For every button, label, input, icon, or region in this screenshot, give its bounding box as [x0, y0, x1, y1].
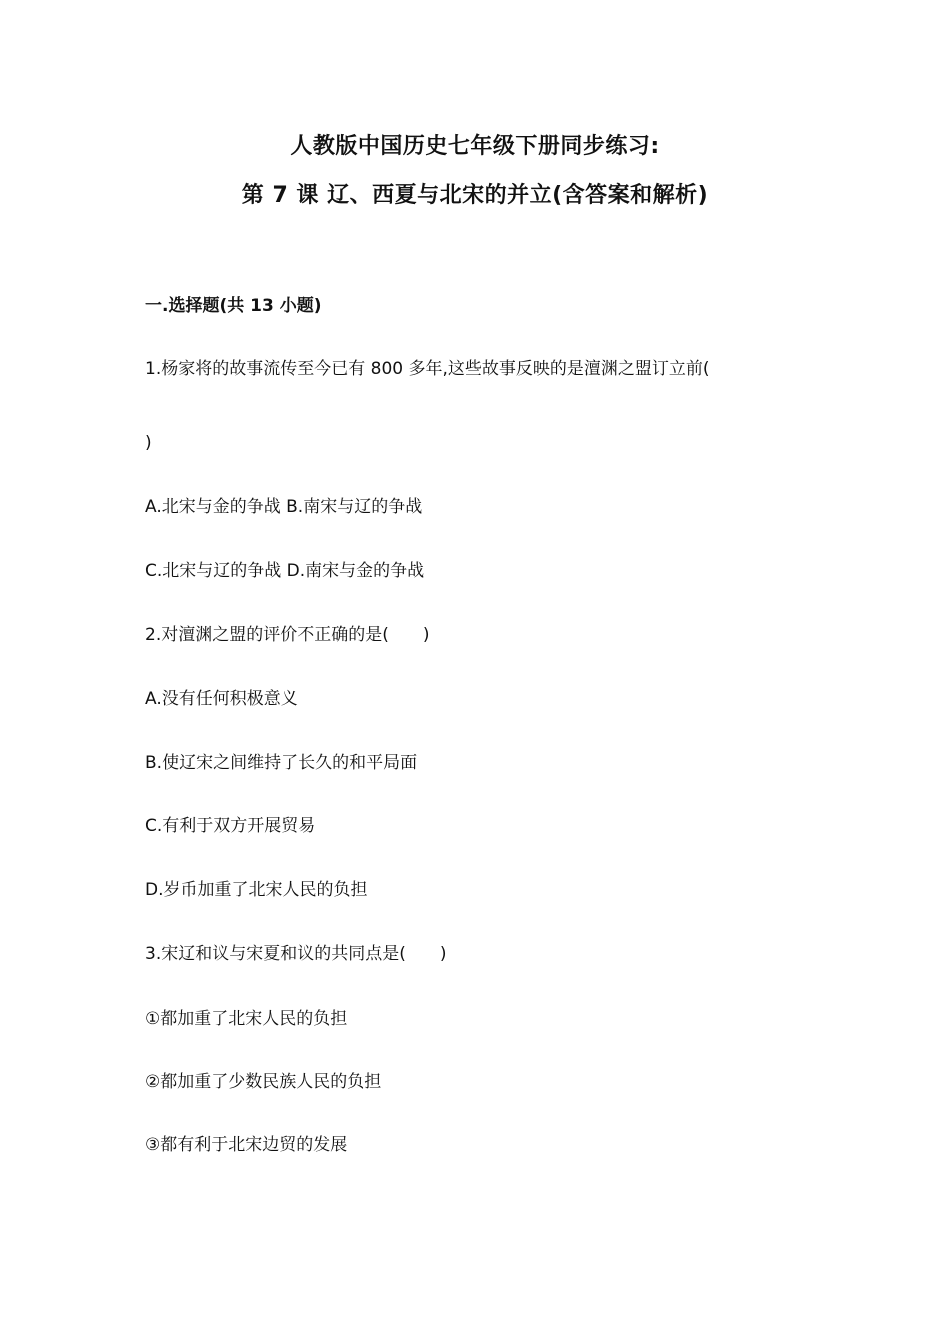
document-title-line-2: 第 7 课 辽、西夏与北宋的并立(含答案和解析)	[241, 183, 709, 208]
question-2-option-b: B.使辽宋之间维持了长久的和平局面	[145, 753, 418, 773]
question-2-option-c: C.有利于双方开展贸易	[145, 816, 316, 836]
document-title-line-1: 人教版中国历史七年级下册同步练习:	[290, 134, 660, 159]
section-heading: 一.选择题(共 13 小题)	[145, 296, 322, 316]
question-1-stem-continued: )	[145, 433, 152, 453]
question-3-statement-2: ②都加重了少数民族人民的负担	[145, 1072, 382, 1092]
question-2-option-d: D.岁币加重了北宋人民的负担	[145, 880, 368, 900]
question-2-option-a: A.没有任何积极意义	[145, 689, 298, 709]
question-1-options-ab: A.北宋与金的争战 B.南宋与辽的争战	[145, 497, 423, 517]
question-1-options-cd: C.北宋与辽的争战 D.南宋与金的争战	[145, 561, 425, 581]
question-3-statement-3: ③都有利于北宋边贸的发展	[145, 1135, 348, 1155]
question-3-statement-1: ①都加重了北宋人民的负担	[145, 1009, 348, 1029]
question-2-stem: 2.对澶渊之盟的评价不正确的是( )	[145, 625, 430, 645]
question-1-stem: 1.杨家将的故事流传至今已有 800 多年,这些故事反映的是澶渊之盟订立前(	[145, 359, 710, 379]
question-3-stem: 3.宋辽和议与宋夏和议的共同点是( )	[145, 944, 447, 964]
